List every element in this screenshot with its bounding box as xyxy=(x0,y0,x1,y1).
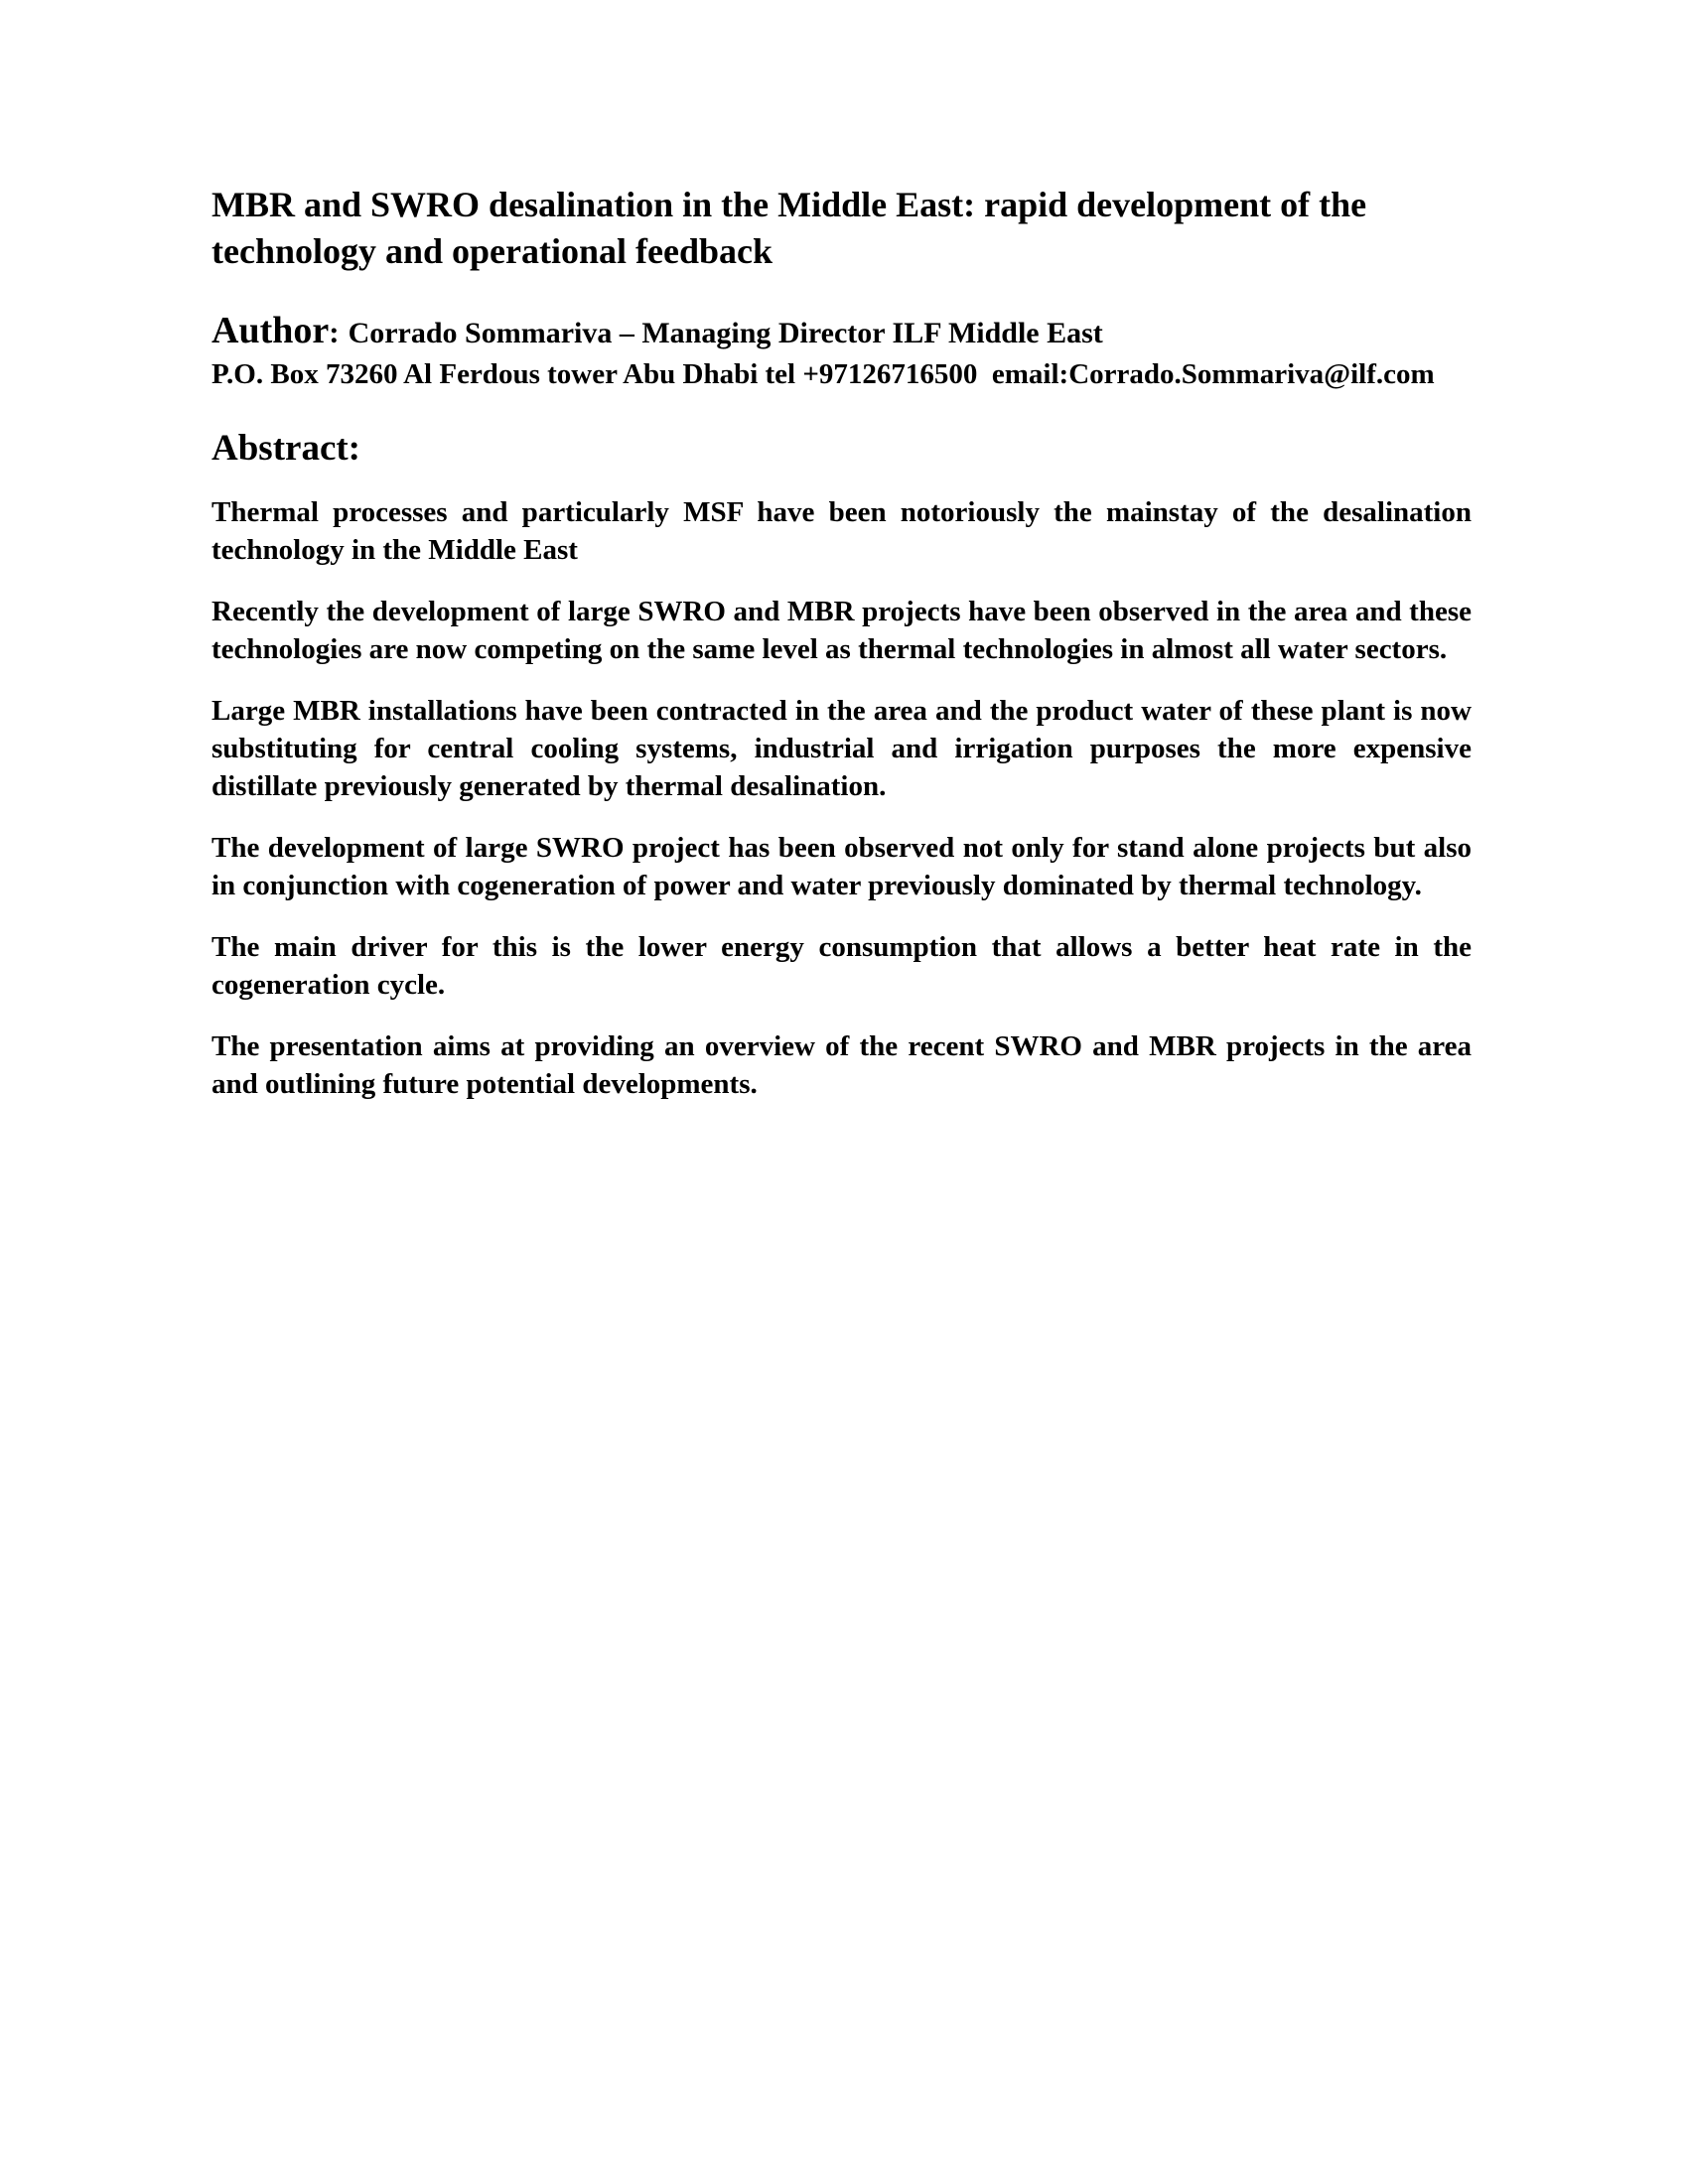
paragraph-line: The main driver for this is the lower energy consumption that allows a better heat rate in the xyxy=(211,931,1472,963)
abstract-paragraph xyxy=(211,593,1472,668)
paragraph-line: distillate previously generated by thermal desalination. xyxy=(211,770,887,802)
abstract-paragraph xyxy=(211,829,1472,904)
author-contact-line: P.O. Box 73260 Al Ferdous tower Abu Dhabi tel +97126716500 email:Corrado.Sommariva@ilf.com xyxy=(211,358,1435,390)
abstract-paragraph xyxy=(211,928,1472,1004)
paper-title-line: technology and operational feedback xyxy=(211,231,774,271)
paragraph-line: Recently the development of large SWRO and MBR projects have been observed in the area and these xyxy=(211,596,1472,627)
paragraph-line: technology in the Middle East xyxy=(211,534,578,566)
author-label: Author xyxy=(211,310,330,351)
abstract-paragraph xyxy=(211,1027,1472,1103)
paragraph-line: The development of large SWRO project has been observed not only for stand alone projects but also xyxy=(211,832,1472,864)
author-name-affiliation: Corrado Sommariva – Managing Director ILF Middle East xyxy=(348,317,1103,349)
abstract-body xyxy=(211,493,1472,1103)
paragraph-line: Thermal processes and particularly MSF have been notoriously the mainstay of the desalination xyxy=(211,496,1472,528)
paragraph-line: in conjunction with cogeneration of power and water previously dominated by thermal technology. xyxy=(211,870,1422,901)
paragraph-line: and outlining future potential developments. xyxy=(211,1068,758,1100)
abstract-heading: Abstract: xyxy=(211,428,361,469)
paper-title-line: MBR and SWRO desalination in the Middle East: rapid development of the xyxy=(211,185,1367,224)
paper-title xyxy=(211,182,1472,275)
author-separator: : xyxy=(329,315,340,349)
author-line xyxy=(211,308,1472,356)
abstract-paragraph xyxy=(211,493,1472,569)
author-block xyxy=(211,308,1472,393)
paragraph-line: substituting for central cooling systems, industrial and irrigation purposes the more expensive xyxy=(211,733,1472,764)
paragraph-line: cogeneration cycle. xyxy=(211,969,446,1001)
abstract-paragraph xyxy=(211,692,1472,805)
paragraph-line: Large MBR installations have been contracted in the area and the product water of these plant is now xyxy=(211,695,1472,727)
paragraph-line: technologies are now competing on the same level as thermal technologies in almost all water sectors. xyxy=(211,633,1448,665)
paragraph-line: The presentation aims at providing an overview of the recent SWRO and MBR projects in the area xyxy=(211,1030,1472,1062)
